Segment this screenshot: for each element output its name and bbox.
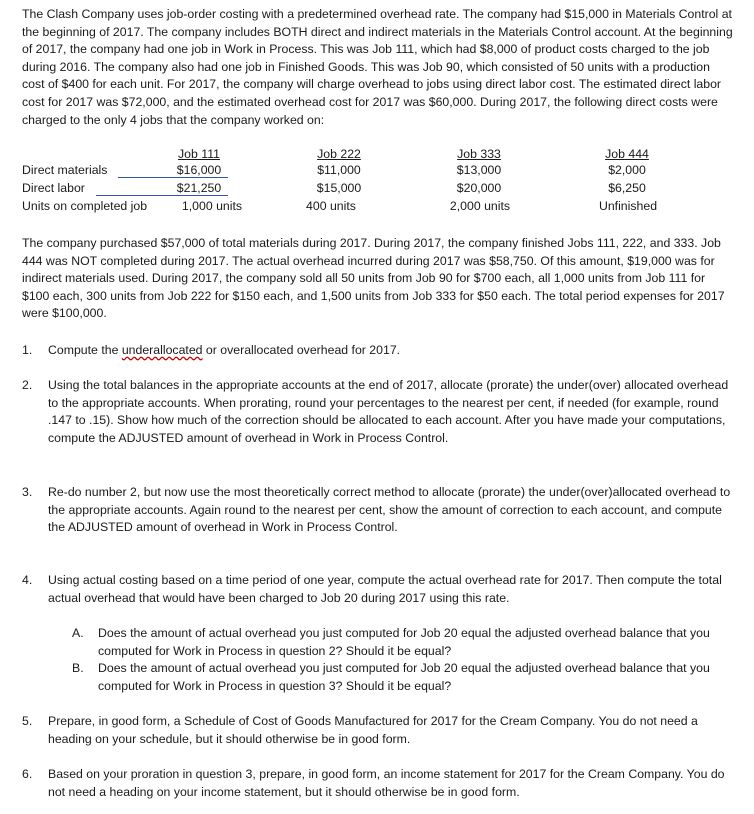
question-3 — [22, 484, 738, 537]
question-3-number: 3. — [22, 485, 33, 499]
job-cost-table — [22, 148, 734, 218]
question-2 — [22, 377, 738, 447]
question-4a-letter: A. — [72, 626, 84, 640]
question-5 — [22, 713, 738, 748]
question-1 — [22, 342, 738, 360]
question-5-text: Prepare, in good form, a Schedule of Cost of Goods Manufactured for 2017 for the Cream Company. You do not need a heading on your schedule, but it should otherwise be in good form. — [48, 714, 698, 746]
question-2-number: 2. — [22, 378, 33, 392]
middle-paragraph: The company purchased $57,000 of total materials during 2017. During 2017, the company finished Jobs 111, 222, and 333. Job 444 was NOT completed during 2017. The actual overhead incurred during 2017 was $58,750. Of this amount, $19,000 was for indirect materials used. During 2017, the company sold all 50 units from Job 90 for $700 each, all 1,000 units from Job 111 for $100 each, 300 units from Job 222 for $150 each, and 1,500 units from Job 333 for $50 each. The total period expenses for 2017 were $100,000. — [22, 236, 725, 321]
job-222-units: 400 units — [306, 199, 356, 213]
question-4a-text: Does the amount of actual overhead you just computed for Job 20 equal the adjusted overhead balance that you computed for Work in Process in question 2? Should it be equal? — [98, 626, 710, 658]
job-333-materials: $13,000 — [456, 163, 502, 177]
row-label-units: Units on completed job — [22, 199, 148, 213]
question-6-text: Based on your proration in question 3, prepare, in good form, an income statement for 2017 for the Cream Company. You do not need a heading on your income statement, but it should otherwise be in good form. — [48, 767, 725, 799]
question-4-number: 4. — [22, 573, 33, 587]
job-333-labor: $20,000 — [456, 181, 502, 195]
question-5-number: 5. — [22, 714, 33, 728]
question-4a — [72, 625, 738, 660]
job-222-header: Job 222 — [317, 147, 361, 161]
job-444-header: Job 444 — [605, 147, 649, 161]
job-333-header: Job 333 — [457, 147, 501, 161]
question-4-text: Using actual costing based on a time period of one year, compute the actual overhead rate for 2017. Then compute the total actual overhead that would have been charged to Job 20 during 2017 using this rate. — [48, 573, 722, 605]
job-111-units: 1,000 units — [181, 199, 243, 213]
job-333-units: 2,000 units — [449, 199, 511, 213]
question-4 — [22, 572, 738, 607]
question-6-number: 6. — [22, 767, 33, 781]
row-label-direct-materials: Direct materials — [22, 163, 108, 177]
question-4b-letter: B. — [72, 661, 84, 675]
question-1-number: 1. — [22, 343, 33, 357]
intro-paragraph: The Clash Company uses job-order costing with a predetermined overhead rate. The company had $15,000 in Materials Control at the beginning of 2017. The company includes BOTH direct and indirect materials in the Materials Control account. At the beginning of 2017, the company had one job in Work in Process. This was Job 111, which had $8,000 of product costs charged to the job during 2016. The company also had one job in Finished Goods. This was Job 90, which consisted of 50 units with a production cost of $400 for each unit. For 2017, the company will charge overhead to jobs using direct labor cost. The estimated direct labor cost for 2017 was $72,000, and the estimated overhead cost for 2017 was $60,000. During 2017, the following direct costs were charged to the only 4 jobs that the company worked on: — [22, 7, 733, 127]
job-111-header: Job 111 — [178, 147, 220, 161]
question-6 — [22, 766, 738, 801]
row-label-direct-labor: Direct labor — [22, 181, 85, 195]
question-1-text-after: or overallocated overhead for 2017. — [202, 343, 401, 357]
question-2-text: Using the total balances in the appropriate accounts at the end of 2017, allocate (prorate) the under(over) allocated overhead to the appropriate accounts. When prorating, round your percentages to the nearest per cent, if needed (for example, round .147 to .15). Show how much of the correction should be allocated to each account. After you have made your computations, compute the ADJUSTED amount of overhead in Work in Process Control. — [48, 378, 729, 445]
job-111-labor: $21,250 — [176, 181, 222, 195]
question-1-text-before: Compute the — [48, 343, 122, 357]
job-111-materials: $16,000 — [176, 163, 222, 177]
job-444-materials: $2,000 — [608, 163, 646, 177]
question-4b-text: Does the amount of actual overhead you just computed for Job 20 equal the adjusted overhead balance that you computed for Work in Process in question 3? Should it be equal? — [98, 661, 710, 693]
spellcheck-word: underallocated — [121, 343, 203, 357]
question-3-text: Re-do number 2, but now use the most theoretically correct method to allocate (prorate) the under(over)allocated overhead to the appropriate accounts. Again round to the nearest per cent, show the amount of correction to each account, and compute the ADJUSTED amount of overhead in Work in Process Control. — [48, 485, 731, 535]
job-444-labor: $6,250 — [608, 181, 646, 195]
job-444-units: Unfinished — [598, 199, 658, 213]
job-222-labor: $15,000 — [316, 181, 362, 195]
job-222-materials: $11,000 — [317, 163, 361, 177]
question-4b — [72, 660, 738, 695]
